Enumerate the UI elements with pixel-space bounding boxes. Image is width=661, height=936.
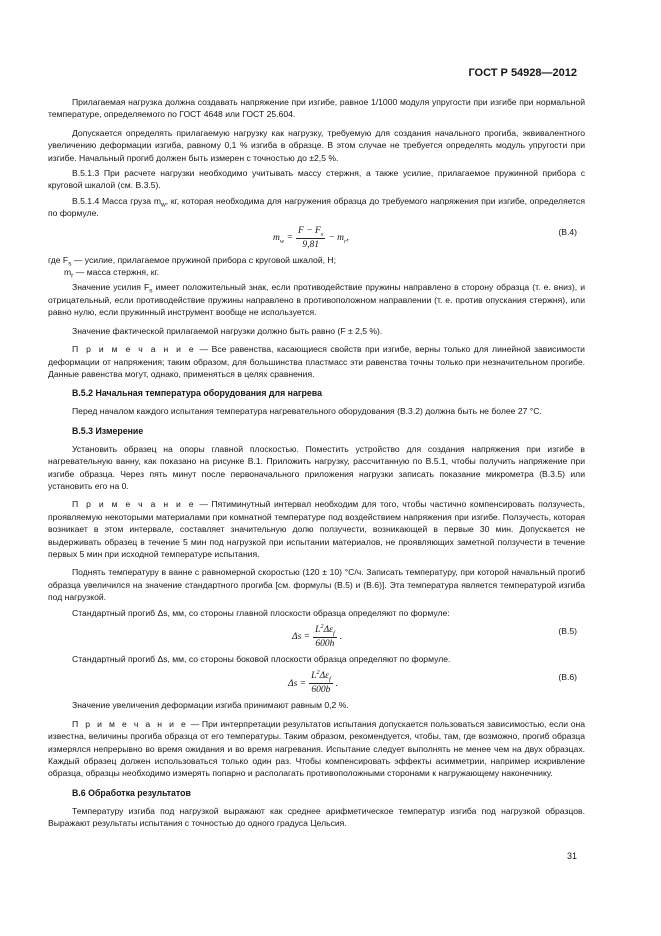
clause-b514: В.5.1.4 Масса груза $m_w$, кг, которая необходима для нагружения образца до требуемого напряжения при изгибе, определяется по формуле. [48,195,586,219]
paragraph: Допускается определять прилагаемую нагрузку как нагрузку, требуемую для создания начального прогиба, эквивалентного увеличению деформации изгиба, равному 0,1 % изгиба в образце. В этом случае не требуется определять модуль упругости при изгибе. Начальный прогиб должен быть измерен с точностью до ±2,5 %. [48,127,585,163]
paragraph: Стандартный прогиб Δs, мм, со стороны боковой плоскости образца определяют по формуле. [72,654,451,664]
document-body [48,96,585,830]
formula-number: (В.5) [558,626,577,636]
formula-number: (В.6) [558,672,577,683]
paragraph: Перед началом каждого испытания температура нагревательного оборудования (В.3.2) должна быть не более 27 °С. [72,406,542,417]
formula-lhs: $m_w$ = [273,232,294,245]
document-header: ГОСТ Р 54928—2012 [468,67,577,79]
section-heading-b6: В.6 Обработка результатов [72,787,191,798]
paragraph: Стандартный прогиб Δs, мм, со стороны главной плоскости образца определяют по формуле: [72,607,450,618]
formula-b6 [48,669,585,696]
paragraph: Значение увеличения деформации изгиба принимают равным 0,2 %. [72,700,349,711]
section-heading-b52: В.5.2 Начальная температура оборудования для нагрева [72,388,322,399]
clause-b513: В.5.1.3 При расчете нагрузки необходимо учитывать массу стержня, а также усилие, прилагаемое пружинной прибора с круговой шкалой (см. В.3.5). [48,168,585,191]
formula-denominator: 600h [315,639,335,649]
paragraph: Поднять температуру в ванне с равномерной скоростью (120 ± 10) °С/ч. Записать температуру, при которой начальный прогиб образца увеличился на значение стандартного прогиба [см. формулы (В.5) и (В.6)]. Эта температура является температурой изгиба под нагрузкой. [48,567,585,603]
paragraph: Прилагаемая нагрузка должна создавать напряжение при изгибе, равное 1/1000 модуля упругости при изгибе при нормальной температуре, определяемого по ГОСТ 4648 или ГОСТ 25.604. [48,97,585,120]
note [48,498,585,560]
formula-number: (В.4) [558,226,577,237]
note [48,343,585,380]
paragraph: Значение фактической прилагаемой нагрузки должно быть равно (F ± 2,5 %). [72,325,383,336]
note-lead: П р и м е ч а н и е [72,344,196,355]
formula-tail: − $m_r$, [328,232,349,245]
formula-numerator: $F - F_s$ [298,225,324,238]
formula-tail: . [339,632,343,643]
formula-b4 [48,224,585,251]
formula-b5 [48,623,585,650]
paragraph: Значение усилия $F_s$ имеет положительный знак, если противодействие пружины направлено в сторону образца (т. е. вниз), и отрицательный, если противодействие пружины направлено в противоположном направлении (т. е. против опускания стержня), или равно нулю, если пружинный инструмент вообще не используется. [48,282,585,318]
note-text: — Все равенства, касающиеся свойств при изгибе, верны только для линейной зависимости деформации от напряжения; таким образом, для большинства пластмасс эти равенства точны только при незначительном прогибе. Данные равенства могут, однако, применяться в целях сравнения. [48,344,585,379]
definition-item: где $F_s$ — усилие, прилагаемое пружиной прибора с круговой шкалой, Н; [48,254,337,268]
section-heading-b53: В.5.3 Измерение [72,425,144,436]
page-number: 31 [566,851,577,861]
formula-denominator: 9,81 [302,239,319,250]
formula-numerator: $L^2\Delta\varepsilon_f$ [311,669,331,684]
paragraph: Установить образец на опоры главной плоскостью. Поместить устройство для создания напряжения при изгибе в нагревательную ванну, как показано на рисунке В.1. Приложить нагрузку, рассчитанную по В.5.1, чтобы получить напряжение при изгибе образца. Через пять минут после первоначального приложения нагрузки записать показание микрометра (В.3.5) или установить его на 0. [48,443,585,491]
note-text: — При интерпретации результатов испытания допускается пользоваться зависимостью, если она известна, величины прогиба образца от его температуры. Таким образом, рекомендуется, чтобы, там, где возможно, прогиб образца измерялся непрерывно во время ожидания и во время нагревания. Испытание следует выполнять не менее чем на двух образцах. Каждый образец должен использоваться только один раз. Чтобы компенсировать эффекты асимметрии, например искривление образца, образцы необходимо измерять попарно и располагать противоположными сторонами к нагружающему наконечнику. [48,718,585,779]
note-text: — Пятиминутный интервал необходим для того, чтобы частично компенсировать ползучесть, проявляемую некоторыми материалами при комнатной температуре под воздействием напряжения при изгибе. Ползучесть, которая возникает в этом интервале, составляет значительную долю ползучести, возникающей в первые 30 мин. Допускается не выдерживать образец в течение 5 мин под нагрузкой при испытании материалов, не проявляющих заметной ползучести в течение первых 5 мин при исходной температуре испытания. [48,499,585,559]
note [48,718,585,780]
formula-numerator: $L^2\Delta\varepsilon_f$ [315,622,335,637]
paragraph: Температуру изгиба под нагрузкой выражают как среднее арифметическое температур изгиба под нагрузкой образцов. Выражают результаты испытания с точностью до одного градуса Цельсия. [48,805,585,829]
definition-item: $m_r$ — масса стержня, кг. [64,267,160,280]
formula-lhs: Δs = [288,678,307,689]
note-lead: П р и м е ч а н и е [72,499,196,510]
formula-tail: . [335,678,339,689]
formula-denominator: 600b [311,685,331,696]
formula-lhs: Δs = [292,632,311,643]
definitions [48,254,585,279]
note-lead: П р и м е ч а н и е [72,718,188,729]
